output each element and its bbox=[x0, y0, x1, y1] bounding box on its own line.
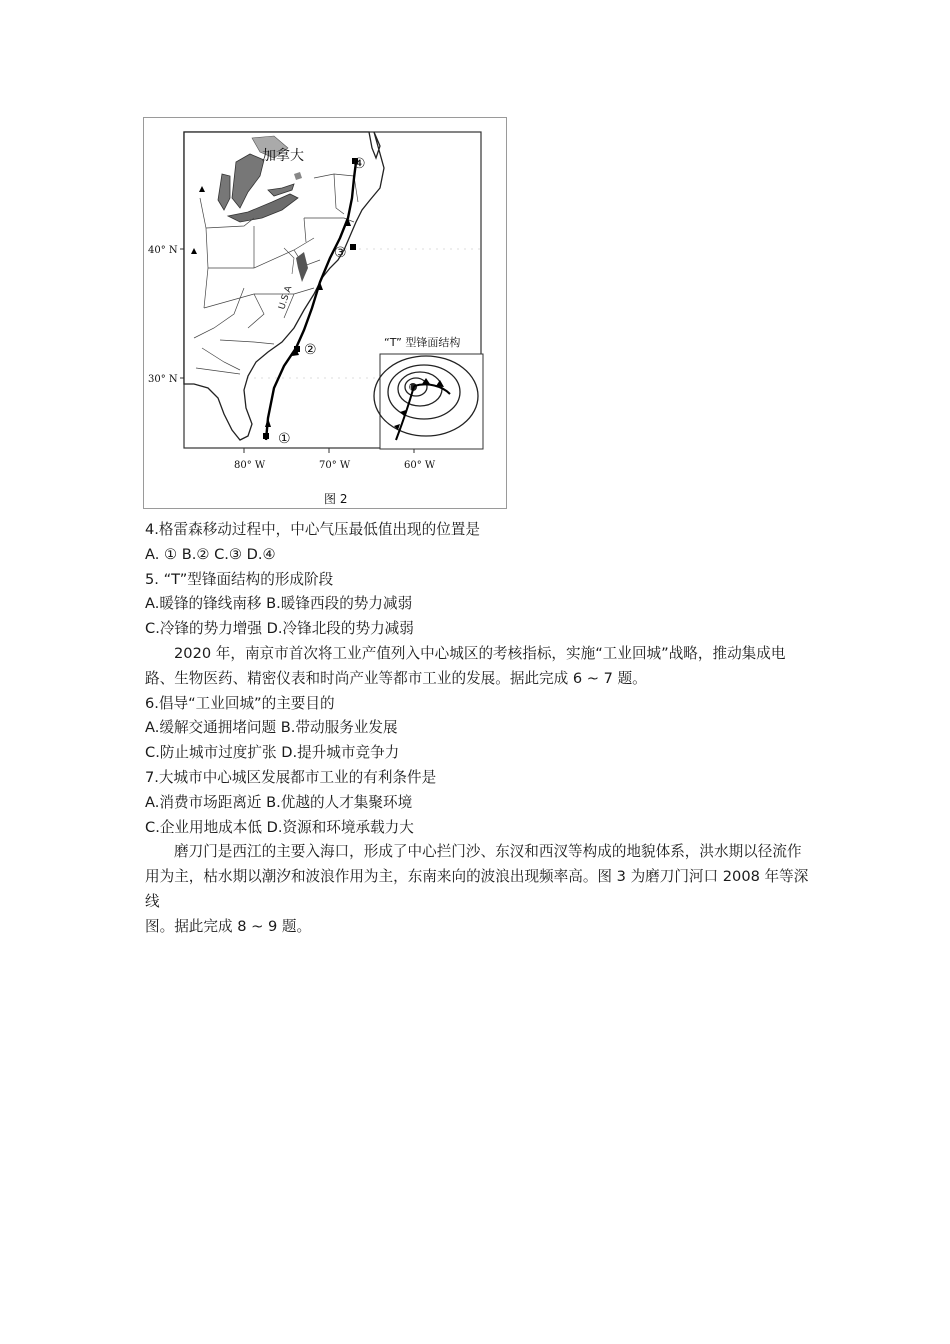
canada-label: 加拿大 bbox=[262, 148, 304, 164]
point-3-label: ③ bbox=[334, 245, 347, 261]
lat-30-label: 30° N bbox=[148, 374, 178, 385]
question-5-options-cd: C.冷锋的势力增强 D.冷锋北段的势力减弱 bbox=[145, 620, 414, 638]
position-1-marker bbox=[263, 433, 269, 439]
inset-low-label: L bbox=[409, 384, 414, 393]
position-2-marker bbox=[294, 346, 300, 352]
lon-60-label: 60° W bbox=[404, 460, 436, 471]
paragraph-modaomen-end: 图。据此完成 8 ~ 9 题。 bbox=[145, 917, 312, 935]
usa-label: U.S.A bbox=[277, 284, 295, 311]
question-text bbox=[145, 518, 810, 940]
figure-caption: 图 2 bbox=[324, 492, 348, 506]
lon-80-label: 80° W bbox=[234, 460, 266, 471]
question-6: 6.倡导“工业回城”的主要目的 bbox=[145, 694, 335, 712]
lon-70-label: 70° W bbox=[319, 460, 351, 471]
question-4: 4.格雷森移动过程中，中心气压最低值出现的位置是 bbox=[145, 521, 480, 538]
figure-2-map bbox=[143, 117, 507, 509]
question-4-options: A. ① B.② C.③ D.④ bbox=[145, 545, 276, 563]
paragraph-nanjing: 2020 年，南京市首次将工业产值列入中心城区的考核指标，实施“工业回城”战略，推动集成电路、生物医药、精密仪表和时尚产业等都市工业的发展。据此完成 6 ~ 7 题。 bbox=[145, 644, 786, 687]
question-5: 5. “T”型锋面结构的形成阶段 bbox=[145, 570, 334, 588]
question-6-options-cd: C.防止城市过度扩张 D.提升城市竞争力 bbox=[145, 744, 400, 762]
lat-40-label: 40° N bbox=[148, 245, 178, 256]
question-7: 7.大城市中心城区发展都市工业的有利条件是 bbox=[145, 768, 437, 786]
point-2-label: ② bbox=[304, 342, 317, 358]
question-6-options-ab: A.缓解交通拥堵问题 B.带动服务业发展 bbox=[145, 719, 398, 737]
question-7-options-ab: A.消费市场距离近 B.优越的人才集聚环境 bbox=[145, 793, 413, 811]
t-front-inset bbox=[374, 335, 483, 449]
inset-title: “T” 型锋面结构 bbox=[384, 336, 461, 349]
position-3-marker bbox=[350, 244, 356, 250]
question-5-options-ab: A.暖锋的锋线南移 B.暖锋西段的势力减弱 bbox=[145, 595, 413, 613]
question-7-options-cd: C.企业用地成本低 D.资源和环境承载力大 bbox=[145, 818, 414, 836]
point-4-label: ④ bbox=[353, 156, 366, 172]
east-coast-map bbox=[144, 118, 506, 508]
point-1-label: ① bbox=[278, 431, 291, 447]
paragraph-modaomen: 磨刀门是西江的主要入海口，形成了中心拦门沙、东汊和西汊等构成的地貌体系，洪水期以径流作用为主，枯水期以潮汐和波浪作用为主，东南来向的波浪出现频率高。图 3 为磨刀门河口 2008 年等深线 bbox=[145, 843, 809, 910]
